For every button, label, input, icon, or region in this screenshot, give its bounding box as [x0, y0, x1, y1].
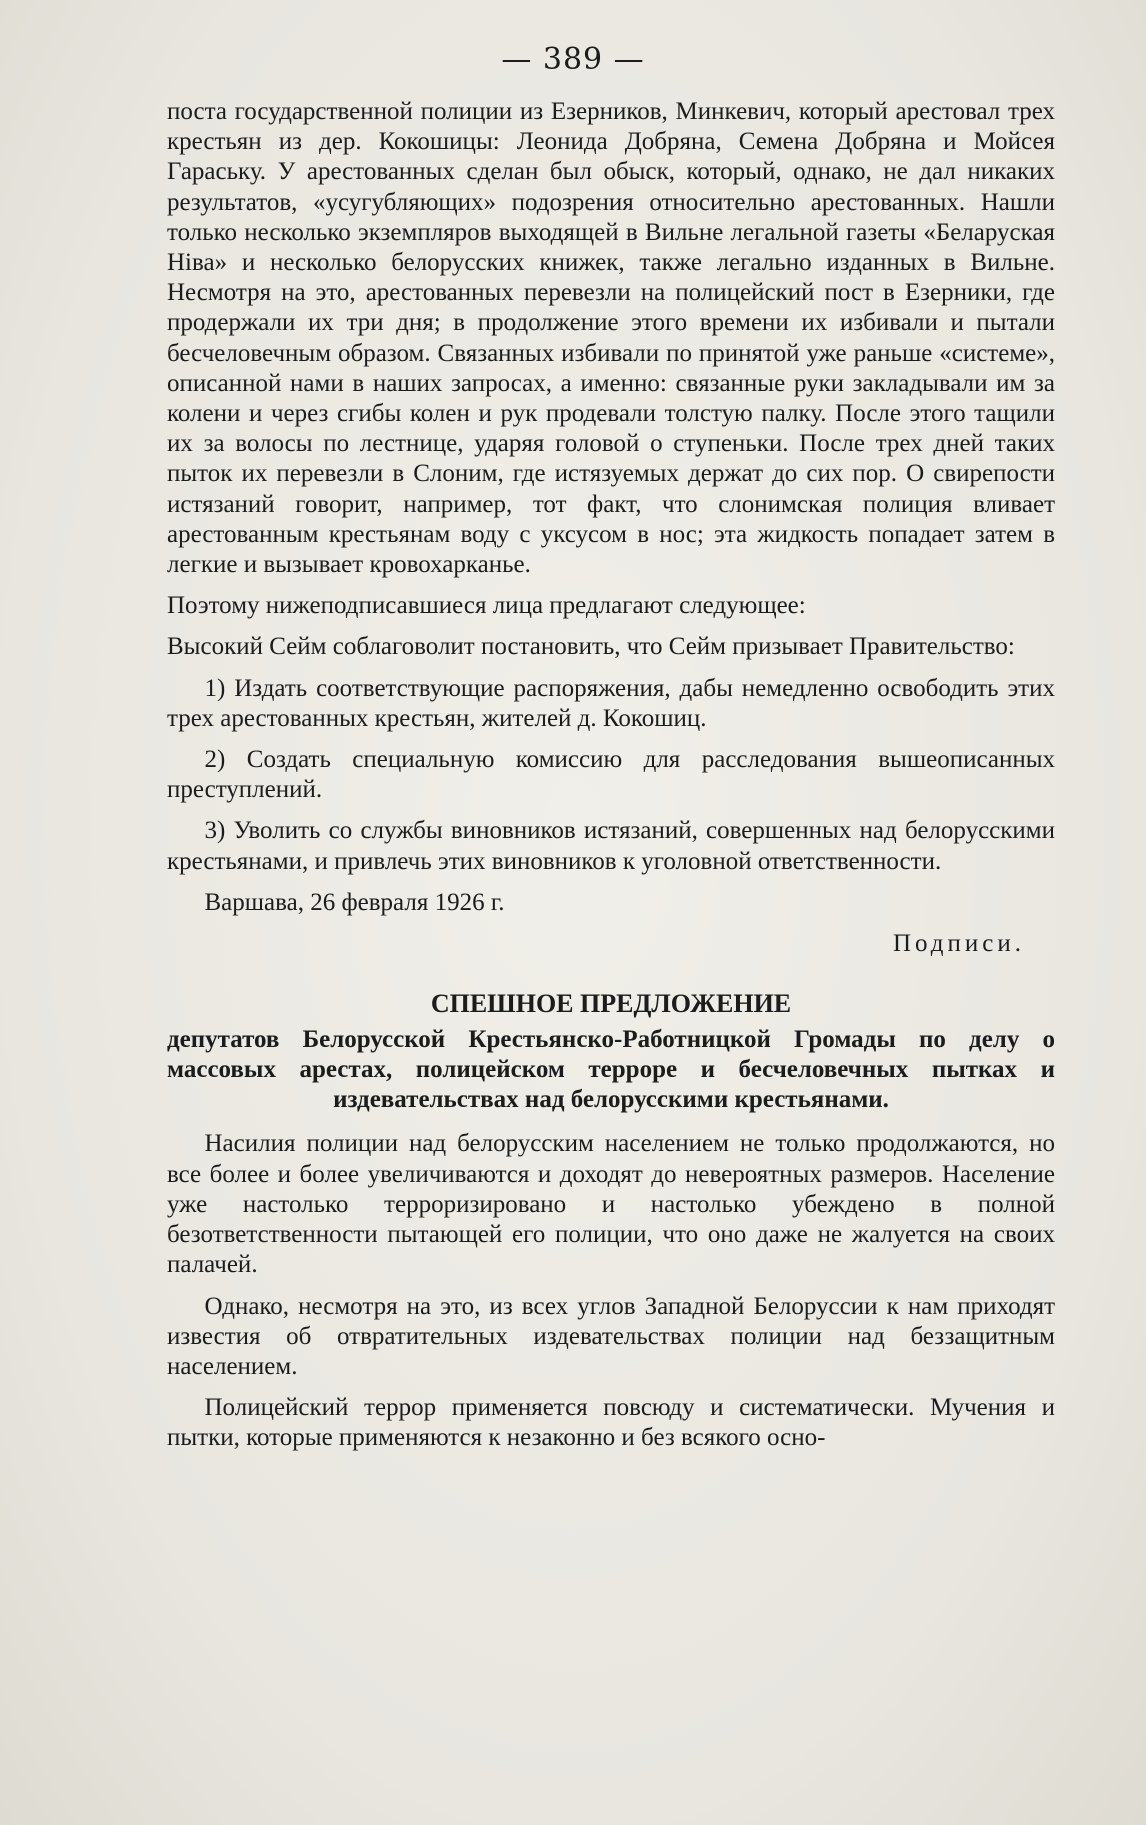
proposal-intro: Поэтому нижеподписавшиеся лица предлагают следующее:: [167, 592, 806, 620]
demand-item-2: 2) Создать специальную комиссию для расследования вышеописанных преступлений.: [167, 746, 1055, 804]
motion-paragraph-3: Полицейский террор применяется повсюду и систематически. Мучения и пытки, которые применяются к незаконно и без всякого осно-: [167, 1394, 1055, 1452]
place-date: Варшава, 26 февраля 1926 г.: [204, 888, 505, 916]
motion-title: СПЕШНОЕ ПРЕДЛОЖЕНИЕ: [430, 989, 792, 1019]
demand-item-1: 1) Издать соответствующие распоряжения, дабы немедленно освободить этих трех арестованных крестьян, жителей д. Кокошиц.: [167, 674, 1055, 732]
motion-paragraph-1: Насилия полиции над белорусским населением не только продолжаются, но все более и более увеличиваются и доходят до невероятных размеров. Население уже настолько терроризировано и настолько убеждено в полной безответственности пытающей его полиции, что оно даже не жалуется на своих палачей.: [167, 1130, 1055, 1279]
demand-item-3: 3) Уволить со службы виновников истязаний, совершенных над белорусскими крестьянами, и привлечь этих виновников к уголовной ответственности.: [167, 817, 1055, 875]
resolution-text: Высокий Сейм соблаговолит постановить, что Сейм призывает Правительство:: [167, 633, 1015, 661]
paragraph-arrest-account: поста государственной полиции из Езерников, Минкевич, который арестовал трех крестьян из дер. Кокошицы: Леонида Добряна, Семена Добряна и Мойсея Гараську. У арестованных сделан был обыск, который, однако, не дал никаких результатов, «усугубляющих» подозрения относительно арестованных. Нашли только несколько экземпляров выходящей в Вильне легальной газеты «Беларуская Ніва» и несколько белорусских книжек, также легально изданных в Вильне. Несмотря на это, арестованных перевезли на полицейский пост в Езерники, где продержали их три дня; в продолжение этого времени их избивали и пытали бесчеловечным образом. Связанных избивали по принятой уже раньше «системе», описанной нами в наших запросах, а именно: связанные руки закладывали им за колени и через сгибы колен и рук продевали толстую палку. После этого тащили их за волосы по лестнице, ударяя головой о ступеньки. После трех дней таких пыток их перевезли в Слоним, где истязуемых держат до сих пор. О свирепости истязаний говорит, например, тот факт, что слонимская полиция вливает арестованным крестьянам воду с уксусом в нос; эта жидкость попадает затем в легкие и вызывает кровохарканье.: [167, 98, 1055, 579]
motion-paragraph-2: Однако, несмотря на это, из всех углов Западной Белоруссии к нам приходят известия об отвратительных издевательствах полиции над беззащитным населением.: [167, 1292, 1055, 1380]
signatures: Подписи.: [892, 930, 1025, 958]
motion-subtitle: депутатов Белорусской Крестьянско-Работницкой Громады по делу о массовых арестах, полицейском терроре и бесчеловечных пытках и издевательствах над белорусскими крестьянами.: [167, 1026, 1055, 1114]
text-column: [167, 97, 1055, 1465]
page-number: — 389 —: [501, 42, 645, 77]
